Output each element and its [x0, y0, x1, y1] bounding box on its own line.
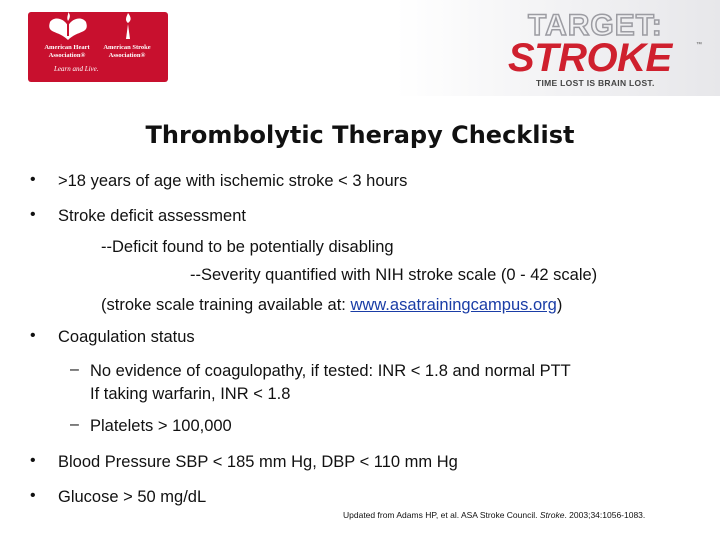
- logo-trademark: ™: [696, 42, 702, 48]
- dash-icon: –: [70, 361, 79, 378]
- checklist-item-deficit: Stroke deficit assessment: [58, 207, 246, 225]
- aha-asa-logo: [28, 12, 168, 82]
- coag-subitem-inr: No evidence of coagulopathy, if tested: INR < 1.8 and normal PTT: [90, 362, 571, 380]
- citation-suffix: . 2003;34:1056-1083.: [564, 510, 646, 520]
- bullet-icon: •: [30, 206, 36, 223]
- deficit-subitem-training: [101, 296, 562, 315]
- deficit-subitem-disabling: --Deficit found to be potentially disabling: [101, 238, 394, 256]
- aha-org-name: American Heart Association®: [44, 44, 90, 59]
- logo-target-text: TARGET:: [528, 9, 663, 42]
- bullet-icon: •: [30, 487, 36, 504]
- page-title: Thrombolytic Therapy Checklist: [145, 121, 575, 149]
- checklist-item-coagulation: Coagulation status: [58, 328, 195, 346]
- target-stroke-logo: [506, 10, 702, 86]
- deficit-subitem-nihss: --Severity quantified with NIH stroke scale (0 - 42 scale): [190, 266, 598, 284]
- checklist-item-blood-pressure: Blood Pressure SBP < 185 mm Hg, DBP < 110 mm Hg: [58, 453, 458, 471]
- bullet-icon: •: [30, 171, 36, 188]
- dash-icon: –: [70, 416, 79, 433]
- training-suffix: ): [556, 296, 563, 314]
- coag-subitem-warfarin: If taking warfarin, INR < 1.8: [90, 385, 291, 403]
- bullet-icon: •: [30, 327, 36, 344]
- asa-org-name: American Stroke Association®: [103, 44, 151, 59]
- citation-journal: Stroke: [539, 510, 565, 520]
- checklist-item-glucose: Glucose > 50 mg/dL: [58, 488, 207, 506]
- bullet-icon: •: [30, 452, 36, 469]
- citation: [343, 510, 645, 520]
- training-prefix: (stroke scale training available at:: [101, 296, 351, 314]
- training-link[interactable]: www.asatrainingcampus.org: [350, 296, 557, 314]
- checklist-item-age: >18 years of age with ischemic stroke < 3 hours: [58, 172, 408, 190]
- coag-subitem-platelets: Platelets > 100,000: [90, 417, 232, 435]
- citation-prefix: Updated from Adams HP, et al. ASA Stroke Council.: [343, 510, 540, 520]
- logo-tagline: TIME LOST IS BRAIN LOST.: [536, 78, 655, 88]
- logo-stroke-text: STROKE: [508, 36, 672, 80]
- aha-tagline: Learn and Live.: [54, 65, 99, 73]
